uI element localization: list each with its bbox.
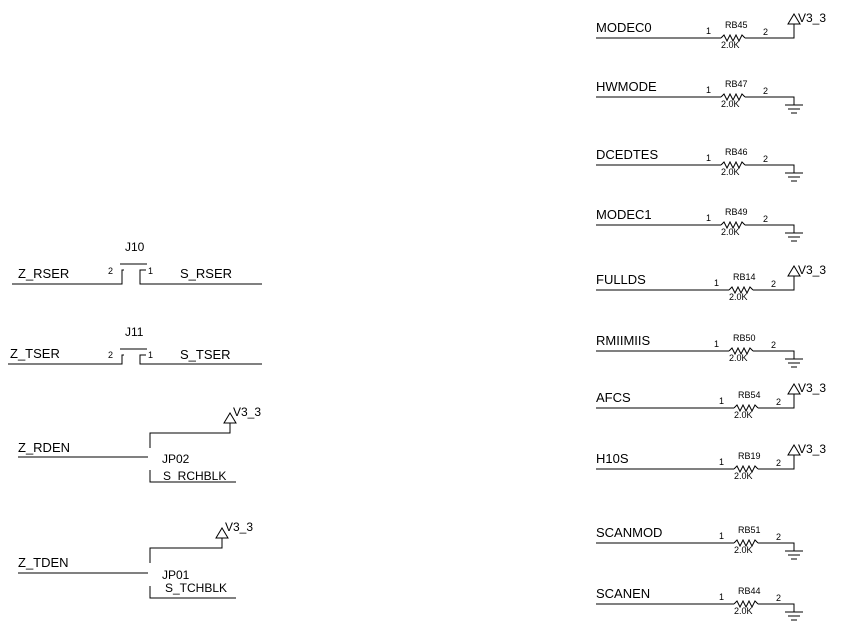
jumper-ref: JP02 [162, 452, 190, 466]
pin-number: 1 [706, 85, 712, 95]
resistor-ref: RB49 [725, 207, 748, 217]
resistor-value: 2.0K [729, 353, 748, 363]
resistor-ref: RB50 [733, 333, 756, 343]
pin-number: 1 [148, 266, 154, 276]
pin-number: 1 [714, 339, 720, 349]
jumper-j10 [12, 240, 262, 284]
pin-number: 1 [148, 350, 154, 360]
pin-number: 1 [719, 592, 725, 602]
net-label: Z_RDEN [18, 440, 71, 455]
power-label: V3_3 [233, 405, 262, 419]
resistor-value: 2.0K [721, 227, 740, 237]
jumper-jp01 [18, 520, 253, 598]
strap-net-label: HWMODE [596, 79, 657, 94]
strap-net-label: SCANEN [596, 586, 651, 601]
net-label-left: Z_TSER [10, 346, 60, 361]
resistor-value: 2.0K [721, 40, 740, 50]
strap-net-label: FULLDS [596, 272, 646, 287]
resistor-value: 2.0K [721, 99, 740, 109]
strap-wire [745, 165, 794, 173]
pin-number: 2 [763, 27, 769, 37]
net-label-left: Z_RSER [18, 266, 70, 281]
jumper-ref: J11 [125, 325, 144, 339]
resistor-value: 2.0K [734, 410, 753, 420]
wire-power [150, 538, 222, 563]
power-label: V3_3 [798, 442, 827, 456]
strap-wire [745, 225, 794, 233]
strap-resistor-list [596, 11, 826, 620]
resistor-ref: RB44 [738, 586, 761, 596]
pin-number: 1 [719, 396, 725, 406]
strap-net-label: DCEDTES [596, 147, 659, 162]
strap-wire [745, 24, 794, 38]
pin-number: 1 [719, 531, 725, 541]
wire-power [150, 423, 230, 448]
pin-number: 1 [719, 457, 725, 467]
strap-net-label: SCANMOD [596, 525, 663, 540]
pin-number: 2 [763, 86, 769, 96]
pin-number: 1 [706, 213, 712, 223]
resistor-ref: RB19 [738, 451, 761, 461]
pin-number: 1 [706, 26, 712, 36]
sub-label: S_TCHBLK [165, 581, 228, 595]
pin-number: 2 [763, 214, 769, 224]
strap-net-label: H10S [596, 451, 629, 466]
pin-number: 2 [108, 266, 114, 276]
pin-number: 2 [776, 397, 782, 407]
strap-net-label: AFCS [596, 390, 631, 405]
net-label-right: S_RSER [180, 266, 233, 281]
strap-net-label: MODEC1 [596, 207, 652, 222]
resistor-ref: RB14 [733, 272, 756, 282]
pin-number: 1 [714, 278, 720, 288]
resistor-value: 2.0K [734, 471, 753, 481]
power-label: V3_3 [798, 11, 827, 25]
strap-wire [758, 604, 794, 612]
pin-number: 2 [108, 350, 114, 360]
power-label: V3_3 [225, 520, 254, 534]
power-label: V3_3 [798, 263, 827, 277]
resistor-ref: RB46 [725, 147, 748, 157]
resistor-ref: RB51 [738, 525, 761, 535]
strap-net-label: RMIIMIIS [596, 333, 651, 348]
resistor-value: 2.0K [734, 606, 753, 616]
strap-wire [758, 543, 794, 551]
strap-net-label: MODEC0 [596, 20, 652, 35]
pin-number: 2 [776, 458, 782, 468]
net-label: Z_TDEN [18, 555, 69, 570]
pin-number: 1 [706, 153, 712, 163]
pin-number: 2 [771, 279, 777, 289]
strap-wire [745, 97, 794, 105]
resistor-value: 2.0K [729, 292, 748, 302]
jumper-ref: J10 [125, 240, 145, 254]
resistor-ref: RB47 [725, 79, 748, 89]
pin-number: 2 [771, 340, 777, 350]
jumper-jp02 [18, 405, 261, 483]
power-label: V3_3 [798, 381, 827, 395]
pin-number: 2 [763, 154, 769, 164]
jumper-ref: JP01 [162, 568, 190, 582]
strap-wire [753, 351, 794, 359]
resistor-ref: RB54 [738, 390, 761, 400]
resistor-value: 2.0K [721, 167, 740, 177]
pin-number: 2 [776, 593, 782, 603]
net-label-right: S_TSER [180, 347, 231, 362]
resistor-ref: RB45 [725, 20, 748, 30]
sub-label: S_RCHBLK [163, 469, 227, 483]
pin-number: 2 [776, 532, 782, 542]
resistor-value: 2.0K [734, 545, 753, 555]
jumper-j11 [8, 325, 262, 364]
